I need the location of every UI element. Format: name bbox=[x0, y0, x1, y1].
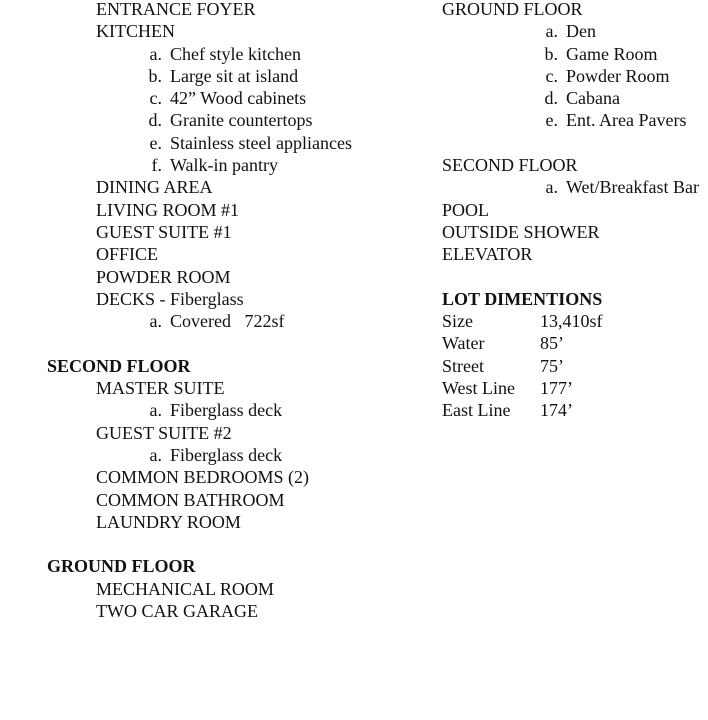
feature-text: Chef style kitchen bbox=[170, 43, 301, 64]
feature-text: Fiberglass deck bbox=[170, 400, 283, 421]
item-text: Powder Room bbox=[566, 65, 670, 86]
guest-suite-feature bbox=[0, 444, 420, 466]
section-heading-second-floor: SECOND FLOOR bbox=[47, 355, 191, 376]
lot-value: 174’ bbox=[540, 400, 573, 421]
room-decks: DECKS - Fiberglass bbox=[96, 288, 244, 309]
feature-text: Fiberglass deck bbox=[170, 444, 283, 465]
lot-row bbox=[442, 355, 708, 377]
kitchen-feature bbox=[0, 43, 420, 65]
feature-text: Walk-in pantry bbox=[170, 155, 279, 176]
kitchen-feature bbox=[0, 154, 420, 176]
lot-value: 177’ bbox=[540, 378, 573, 399]
spacer bbox=[0, 332, 420, 354]
spacer bbox=[442, 266, 708, 288]
list-marker: a. bbox=[545, 177, 558, 198]
lot-label: West Line bbox=[442, 378, 516, 399]
amenity-pool: POOL bbox=[442, 199, 490, 220]
list-marker: b. bbox=[544, 43, 558, 64]
room-entrance-foyer: ENTRANCE FOYER bbox=[96, 0, 256, 19]
room-living-room: LIVING ROOM #1 bbox=[96, 199, 239, 220]
item-text: Wet/Breakfast Bar bbox=[566, 177, 699, 198]
spacer bbox=[0, 533, 420, 555]
ground-floor-item bbox=[442, 109, 708, 131]
feature-text: Stainless steel appliances bbox=[170, 132, 352, 153]
room-garage: TWO CAR GARAGE bbox=[96, 601, 258, 622]
item-text: Ent. Area Pavers bbox=[566, 110, 687, 131]
feature-text: Granite countertops bbox=[170, 110, 313, 131]
right-column bbox=[442, 0, 708, 422]
ground-floor-item bbox=[442, 87, 708, 109]
second-floor-item bbox=[442, 176, 708, 198]
room-kitchen: KITCHEN bbox=[96, 21, 175, 42]
kitchen-feature bbox=[0, 109, 420, 131]
item-text: Cabana bbox=[566, 88, 620, 109]
list-marker: e. bbox=[545, 110, 558, 131]
room-dining-area: DINING AREA bbox=[96, 177, 213, 198]
list-marker: a. bbox=[149, 43, 162, 64]
feature-text: 42” Wood cabinets bbox=[170, 88, 307, 109]
section-heading-second-floor-amenities: SECOND FLOOR bbox=[442, 155, 578, 176]
ground-floor-item bbox=[442, 20, 708, 42]
lot-label: East Line bbox=[442, 400, 511, 421]
list-marker: c. bbox=[545, 65, 558, 86]
lot-value: 85’ bbox=[540, 333, 564, 354]
lot-row bbox=[442, 399, 708, 421]
room-laundry: LAUNDRY ROOM bbox=[96, 511, 241, 532]
room-master-suite: MASTER SUITE bbox=[96, 378, 225, 399]
lot-label: Street bbox=[442, 355, 484, 376]
amenity-elevator: ELEVATOR bbox=[442, 244, 533, 265]
list-marker: a. bbox=[149, 311, 162, 332]
room-guest-suite-1: GUEST SUITE #1 bbox=[96, 221, 232, 242]
master-suite-feature bbox=[0, 399, 420, 421]
room-guest-suite-2: GUEST SUITE #2 bbox=[96, 422, 232, 443]
kitchen-feature bbox=[0, 65, 420, 87]
decks-feature bbox=[0, 310, 420, 332]
lot-row bbox=[442, 310, 708, 332]
amenity-outside-shower: OUTSIDE SHOWER bbox=[442, 221, 600, 242]
list-marker: b. bbox=[148, 65, 162, 86]
lot-value: 75’ bbox=[540, 355, 564, 376]
feature-text: Covered 722sf bbox=[170, 311, 285, 332]
lot-value: 13,410sf bbox=[540, 311, 603, 332]
feature-text: Large sit at island bbox=[170, 65, 299, 86]
spacer bbox=[442, 132, 708, 154]
item-text: Game Room bbox=[566, 43, 658, 64]
kitchen-feature bbox=[0, 87, 420, 109]
kitchen-feature bbox=[0, 132, 420, 154]
section-heading-lot-dimensions: LOT DIMENTIONS bbox=[442, 288, 603, 309]
section-heading-ground-floor-amenities: GROUND FLOOR bbox=[442, 0, 583, 19]
room-common-bedrooms: COMMON BEDROOMS (2) bbox=[96, 467, 310, 488]
list-marker: d. bbox=[148, 110, 162, 131]
list-marker: c. bbox=[149, 88, 162, 109]
list-marker: d. bbox=[544, 88, 558, 109]
ground-floor-item bbox=[442, 43, 708, 65]
lot-label: Size bbox=[442, 311, 473, 332]
section-heading-ground-floor: GROUND FLOOR bbox=[47, 556, 196, 577]
lot-row bbox=[442, 377, 708, 399]
room-common-bathroom: COMMON BATHROOM bbox=[96, 489, 285, 510]
lot-label: Water bbox=[442, 333, 485, 354]
ground-floor-item bbox=[442, 65, 708, 87]
list-marker: a. bbox=[149, 444, 162, 465]
room-mechanical: MECHANICAL ROOM bbox=[96, 578, 274, 599]
room-office: OFFICE bbox=[96, 244, 159, 265]
room-powder-room: POWDER ROOM bbox=[96, 266, 231, 287]
list-marker: e. bbox=[149, 132, 162, 153]
item-text: Den bbox=[566, 21, 596, 42]
list-marker: a. bbox=[545, 21, 558, 42]
list-marker: a. bbox=[149, 400, 162, 421]
lot-row bbox=[442, 332, 708, 354]
list-marker: f. bbox=[151, 155, 162, 176]
